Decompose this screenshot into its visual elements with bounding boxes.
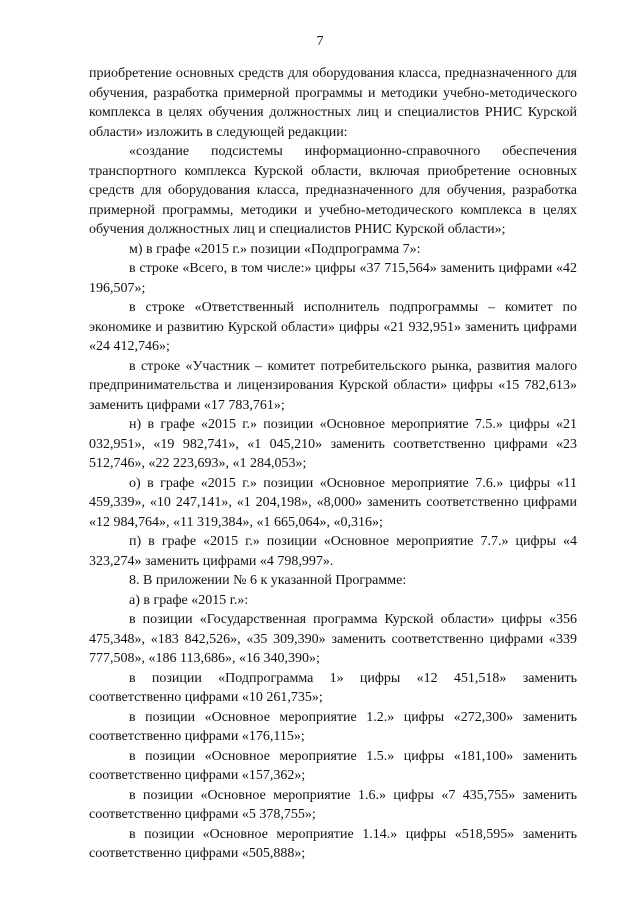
paragraph: в позиции «Основное мероприятие 1.14.» цифры «518,595» заменить соответственно цифрами «505,888»; [89,826,577,861]
paragraph: в позиции «Основное мероприятие 1.6.» цифры «7 435,755» заменить соответственно цифрами «5 378,755»; [89,787,577,822]
paragraph: в позиции «Государственная программа Курской области» цифры «356 475,348», «183 842,526», «35 309,390» заменить соответственно цифрами «339 777,508», «186 113,686», «16 340,390»; [89,612,577,666]
paragraph: в строке «Всего, в том числе:» цифры «37 715,564» заменить цифрами «42 196,507»; [89,261,577,296]
paragraph: н) в графе «2015 г.» позиции «Основное мероприятие 7.5.» цифры «21 032,951», «19 982,741», «1 045,210» заменить соответственно цифрами «23 512,746», «22 223,693», «1 284,053»; [89,417,577,471]
paragraph: приобретение основных средств для оборудования класса, предназначенного для обучения, разработка примерной программы и методики учебно-методического комплекса в целях обучения должностных лиц и специалистов РНИС Курской области» изложить в следующей редакции: [89,66,577,140]
paragraph: п) в графе «2015 г.» позиции «Основное мероприятие 7.7.» цифры «4 323,274» заменить цифрами «4 798,997». [89,534,577,569]
paragraph: в строке «Участник – комитет потребительского рынка, развития малого предпринимательства и лицензирования Курской области» цифры «15 782,613» заменить цифрами «17 783,761»; [89,358,577,413]
paragraph: в строке «Ответственный исполнитель подпрограммы – комитет по экономике и развитию Курской области» цифры «21 932,951» заменить цифрами «24 412,746»; [89,300,577,354]
paragraph: в позиции «Основное мероприятие 1.2.» цифры «272,300» заменить соответственно цифрами «176,115»; [89,709,577,744]
paragraph: в позиции «Подпрограмма 1» цифры «12 451,518» заменить соответственно цифрами «10 261,735»; [89,670,577,705]
page-number: 7 [316,34,324,49]
paragraph: о) в графе «2015 г.» позиции «Основное мероприятие 7.6.» цифры «11 459,339», «10 247,141», «1 204,198», «8,000» заменить соответственно цифрами «12 984,764», «11 319,384», «1 665,064», «0,316»; [89,475,577,530]
paragraph: 8. В приложении № 6 к указанной Программе: [129,573,407,588]
paragraph: а) в графе «2015 г.»: [129,592,249,608]
paragraph: м) в графе «2015 г.» позиции «Подпрограмма 7»: [129,241,421,257]
document-body [89,64,577,864]
paragraph: «создание подсистемы информационно-справочного обеспечения транспортного комплекса Курской области, включая приобретение основных средств для оборудования класса, предназначенного для обучения, разработка примерной программы, методики и учебно-методического комплекса в целях обучения должностных лиц и специалистов РНИС Курской области»; [89,144,577,237]
paragraph: в позиции «Основное мероприятие 1.5.» цифры «181,100» заменить соответственно цифрами «157,362»; [89,748,577,783]
